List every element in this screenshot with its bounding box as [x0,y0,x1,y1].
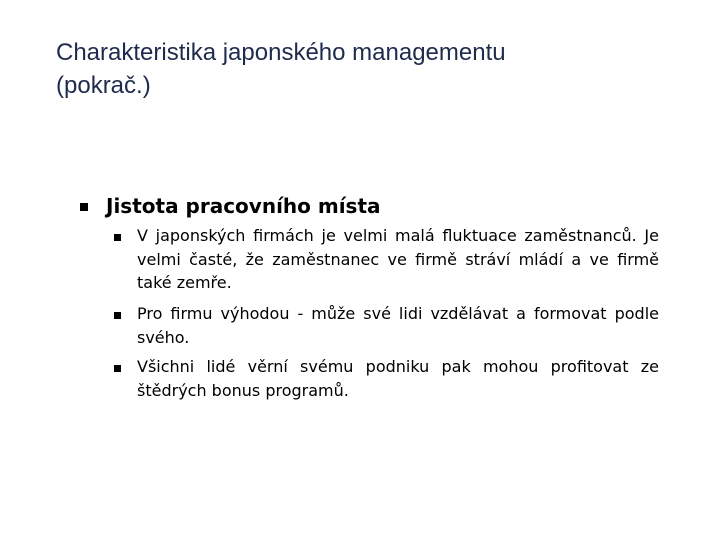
square-bullet-icon [80,203,88,211]
section-heading: Jistota pracovního místa [106,194,381,218]
list-item: Všichni lidé věrní svému podniku pak mohou profitovat ze štědrých bonus programů. [137,357,659,400]
slide-title-line-2: (pokrač.) [56,72,151,99]
slide-title-line-1: Charakteristika japonského managementu [56,39,506,66]
square-bullet-icon [114,365,121,372]
list-item: Pro firmu výhodou - může své lidi vzdělávat a formovat podle svého. [137,304,659,347]
list-item: V japonských firmách je velmi malá fluktuace zaměstnanců. Je velmi časté, že zaměstnanec ve firmě stráví mládí a ve firmě také zemře. [137,226,659,292]
square-bullet-icon [114,312,121,319]
slide-title [56,36,676,102]
square-bullet-icon [114,234,121,241]
